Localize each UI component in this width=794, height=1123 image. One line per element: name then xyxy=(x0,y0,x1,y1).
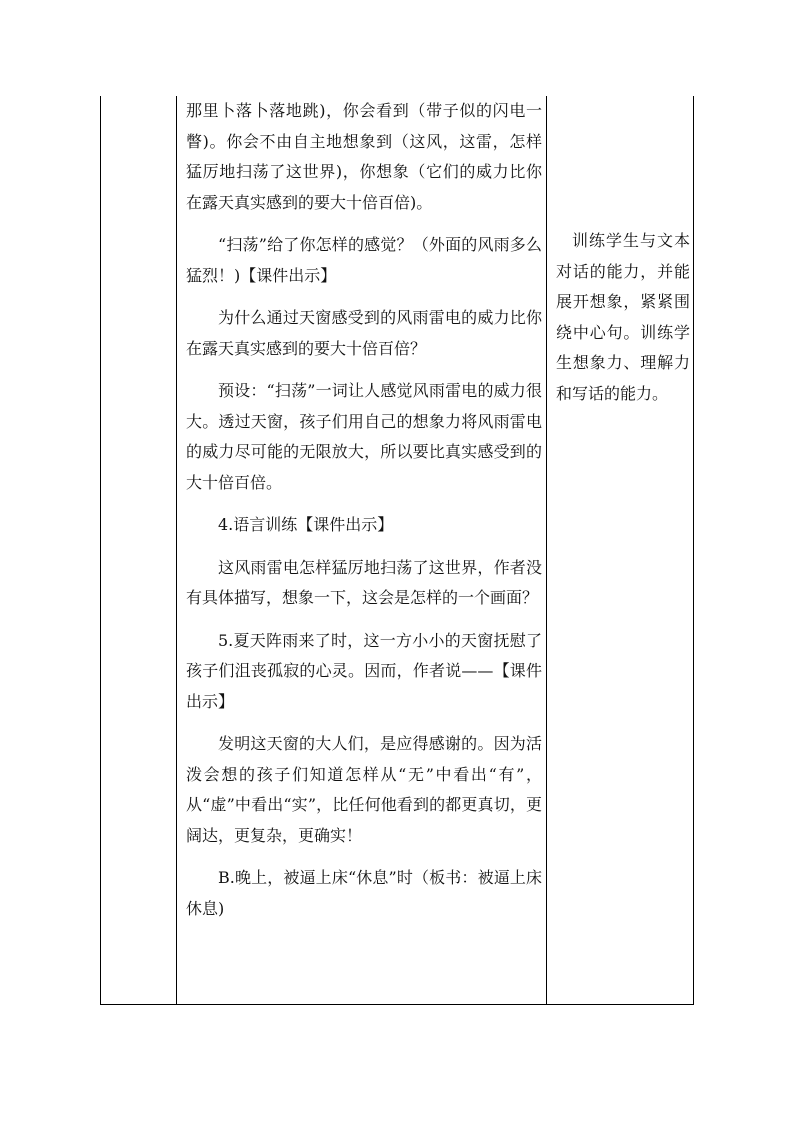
paragraph-question-why: 为什么通过天窗感受到的风雨雷电的威力比你在露天真实感到的要大十倍百倍？ xyxy=(186,308,542,358)
table-border-col1 xyxy=(176,96,177,1005)
design-intent-cell: 训练学生与文本对话的能力，并能展开想象，紧紧围绕中心句。训练学生想象力、理解力和写话的能力。 xyxy=(556,231,690,403)
paragraph-question-sweep: “扫荡”给了你怎样的感觉？（外面的风雨多么猛烈！)【课件出示】 xyxy=(186,235,542,285)
table-border-right xyxy=(693,96,694,1005)
paragraph-imagine-picture: 这风雨雷电怎样猛厉地扫荡了这世界，作者没有具体描写，想象一下，这会是怎样的一个画面？ xyxy=(186,557,542,607)
paragraph-summer-rain: 5.夏天阵雨来了时，这一方小小的天窗抚慰了孩子们沮丧孤寂的心灵。因而，作者说——【课件出示】 xyxy=(186,630,542,711)
paragraph-preset-answer: 预设：“扫荡”一词让人感觉风雨雷电的威力很大。透过天窗，孩子们用自己的想象力将风雨雷电的威力尽可能的无限放大，所以要比真实感受到的大十倍百倍。 xyxy=(186,381,542,492)
paragraph-quote-inventors: 发明这天窗的大人们，是应得感谢的。因为活泼会想的孩子们知道怎样从“无”中看出“有”，从“虚”中看出“实”，比任何他看到的都更真切，更阔达，更复杂，更确实！ xyxy=(186,734,542,845)
paragraph-night-bed: B.晚上，被逼上床“休息”时（板书：被逼上床休息) xyxy=(186,868,542,918)
table-border-bottom xyxy=(100,1004,694,1005)
table-border-left xyxy=(100,96,101,1005)
table-border-col2 xyxy=(546,96,547,1005)
paragraph-language-training: 4.语言训练【课件出示】 xyxy=(218,515,394,534)
paragraph-continuation: 那里卜落卜落地跳)，你会看到（带子似的闪电一瞥)。你会不由自主地想象到（这风，这雷，怎样猛厉地扫荡了这世界)，你想象（它们的威力比你在露天真实感到的要大十倍百倍)。 xyxy=(186,101,542,212)
teaching-process-cell xyxy=(186,96,542,936)
